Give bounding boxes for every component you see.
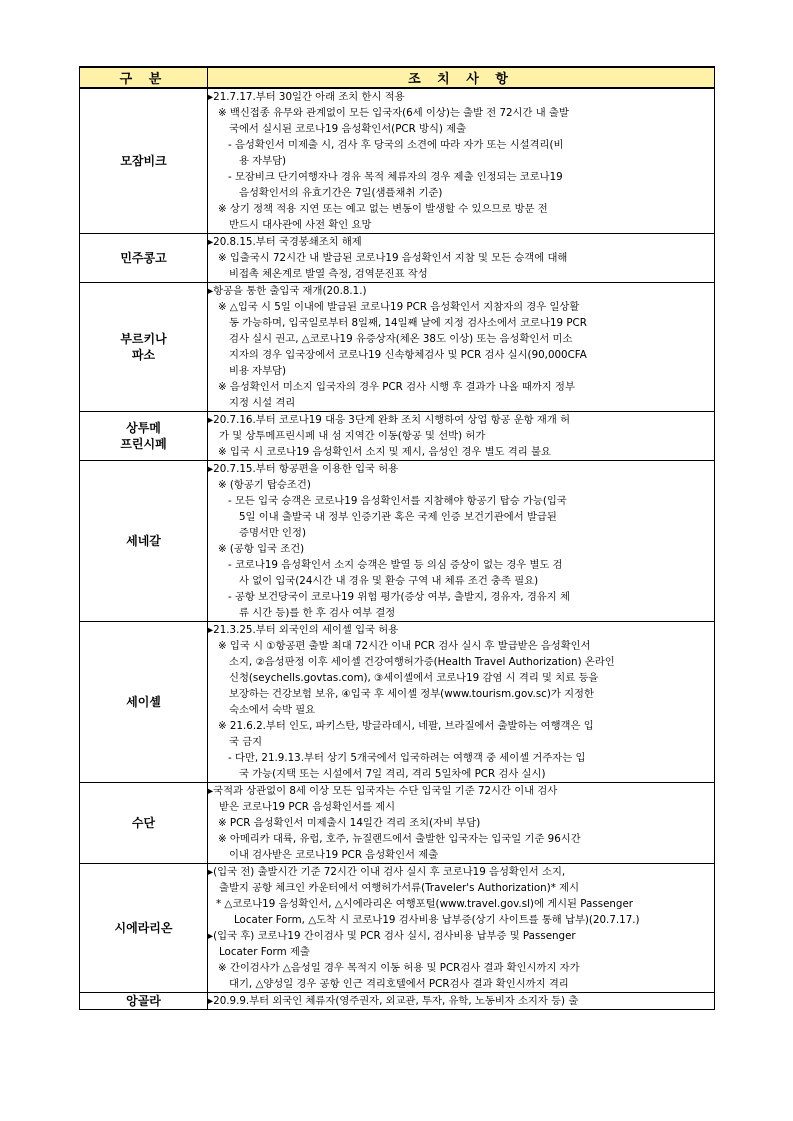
country-name: 세이셸 — [126, 695, 161, 709]
measure-line: - 음성확인서 미제출 시, 검사 후 당국의 소견에 따라 자가 또는 시설격리(비 — [228, 139, 564, 151]
measure-line: 지자의 경우 입국장에서 코로나19 신속항체검사 및 PCR 검사 실시(90,000CFA — [229, 349, 587, 361]
country-name: 파소 — [131, 348, 156, 362]
measure-line: ※ 상기 정책 적용 지연 또는 예고 없는 변동이 발생할 수 있으므로 방문 전 — [218, 203, 548, 215]
measure-line: ※ 입출국시 72시간 내 발급된 코로나19 음성확인서 지참 및 모든 승객에 대해 — [218, 252, 568, 264]
country-cell — [80, 864, 208, 993]
table-row — [80, 88, 715, 234]
country-cell — [80, 412, 208, 461]
measure-line: 비접촉 체온계로 발열 측정, 검역문진표 작성 — [229, 268, 428, 280]
measure-line: 소지, ②음성판정 이후 세이셸 건강여행허가증(Health Travel Authorization) 온라인 — [229, 656, 615, 668]
measure-line: ※ (공항 입국 조건) — [218, 543, 305, 555]
measure-line: 국에서 실시된 코로나19 음성확인서(PCR 방식) 제출 — [229, 123, 467, 135]
measure-line: 류 시간 등)를 한 후 검사 여부 결정 — [239, 607, 396, 619]
measure-line: - 공항 보건당국이 코로나19 위험 평가(증상 여부, 출발지, 경유자, 경유지 체 — [228, 591, 570, 603]
measure-line: 보장하는 건강보험 보유, ④입국 후 세이셸 정부(www.tourism.gov.sc)가 지정한 — [229, 688, 594, 700]
measure-line: ※ (항공기 탑승조건) — [218, 479, 311, 491]
measure-line: 반드시 대사관에 사전 확인 요망 — [229, 219, 372, 231]
measure-line: 음성확인서의 유효기간은 7일(샘플채취 기준) — [239, 187, 443, 199]
measure-line: 출발지 공항 체크인 카운터에서 여행허가서류(Traveler's Authorization)* 제시 — [219, 882, 580, 894]
measure-line: 국 금지 — [229, 736, 263, 748]
measure-line: 사 없이 입국(24시간 내 경유 및 환승 구역 내 체류 조건 충족 필요) — [239, 575, 539, 587]
country-cell — [80, 461, 208, 622]
header-measures: 조 치 사 항 — [208, 67, 715, 88]
measures-cell — [208, 864, 715, 993]
measure-line: ※ 음성확인서 미소지 입국자의 경우 PCR 검사 시행 후 결과가 나올 때까지 정부 — [218, 381, 575, 393]
country-cell — [80, 622, 208, 783]
measure-line: ▸20.7.15.부터 항공편을 이용한 입국 허용 — [208, 463, 399, 475]
measure-line: ▸20.9.9.부터 외국인 체류자(영주권자, 외교관, 투자, 유학, 노동비자 소지자 등) 출 — [208, 995, 579, 1007]
measure-line: 대기, △양성일 경우 공항 인근 격리호텔에서 PCR검사 결과 확인시까지 격리 — [229, 978, 569, 990]
country-name: 앙골라 — [126, 994, 161, 1008]
table-row — [80, 993, 715, 1010]
measure-line: 검사 실시 권고, △코로나19 유증상자(체온 38도 이상) 또는 음성확인서 미소 — [229, 333, 573, 345]
table-header-row — [80, 67, 715, 88]
table-row — [80, 864, 715, 993]
measure-line: ▸국적과 상관없이 8세 이상 모든 입국자는 수단 입국일 기준 72시간 이내 검사 — [208, 785, 558, 797]
country-cell — [80, 234, 208, 283]
measure-line: ※ 입국 시 ①항공편 출발 최대 72시간 이내 PCR 검사 실시 후 발급받은 음성확인서 — [218, 640, 591, 652]
measure-line: ▸20.8.15.부터 국경봉쇄조치 해제 — [208, 236, 362, 248]
measure-line: * △코로나19 음성확인서, △시에라리온 여행포털(www.travel.gov.sl)에 게시된 Passenger — [216, 898, 634, 910]
table-row — [80, 461, 715, 622]
measure-line: - 모잠비크 단기여행자나 경유 목적 체류자의 경우 제출 인정되는 코로나19 — [228, 171, 563, 183]
country-name: 상투메 — [126, 421, 161, 435]
country-name: 세네갈 — [126, 534, 161, 548]
measure-line: - 코로나19 음성확인서 소지 승객은 발열 등 의심 증상이 없는 경우 별도 검 — [228, 559, 563, 571]
measures-cell — [208, 993, 715, 1010]
measures-cell — [208, 783, 715, 864]
measure-line: 받은 코로나19 PCR 음성확인서를 제시 — [219, 801, 396, 813]
measure-line: ▸20.7.16.부터 코로나19 대응 3단계 완화 조치 시행하여 상업 항공 운항 재개 허 — [208, 414, 571, 426]
measure-line: 지정 시설 격리 — [229, 397, 296, 409]
measure-line: 가 및 상투메프린시페 내 섬 지역간 이동(항공 및 선박) 허가 — [219, 430, 486, 442]
header-category: 구 분 — [80, 67, 208, 88]
measure-line: ※ PCR 음성확인서 미제출시 14일간 격리 조치(자비 부담) — [218, 817, 481, 829]
table-row — [80, 783, 715, 864]
country-cell — [80, 993, 208, 1010]
country-cell — [80, 783, 208, 864]
country-name: 시에라리온 — [114, 921, 173, 935]
measure-line: ※ △입국 시 5일 이내에 발급된 코로나19 PCR 음성확인서 지참자의 경우 일상활 — [218, 301, 580, 313]
measure-line: ※ 간이검사가 △음성일 경우 목적지 이동 허용 및 PCR검사 결과 확인시까지 자가 — [218, 962, 580, 974]
table-row — [80, 412, 715, 461]
measure-line: ※ 입국 시 코로나19 음성확인서 소지 및 제시, 음성인 경우 별도 격리 불요 — [218, 446, 551, 458]
measure-line: - 다만, 21.9.13.부터 상기 5개국에서 입국하려는 여행객 중 세이셸 거주자는 입 — [228, 752, 586, 764]
measure-line: ▸(입국 전) 출발시간 기준 72시간 이내 검사 실시 후 코로나19 음성확인서 소지, — [208, 866, 566, 878]
measures-table — [79, 66, 715, 1010]
measure-line: 동 가능하며, 입국일로부터 8일째, 14일째 날에 지정 검사소에서 코로나19 PCR — [229, 317, 587, 329]
measure-line: Locater Form, △도착 시 코로나19 검사비용 납부증(상기 사이트를 통해 납부)(20.7.17.) — [234, 914, 640, 926]
measures-cell — [208, 88, 715, 234]
measure-line: Locater Form 제출 — [219, 946, 310, 958]
country-name: 모잠비크 — [120, 154, 167, 168]
country-cell — [80, 283, 208, 412]
measure-line: 용 자부담) — [239, 155, 287, 167]
measure-line: 신청(seychells.govtas.com), ③세이셸에서 코로나19 감염 시 격리 및 치료 등을 — [229, 672, 599, 684]
measures-cell — [208, 412, 715, 461]
table-row — [80, 234, 715, 283]
measure-line: 5일 이내 출발국 내 정부 인증기관 혹은 국제 인증 보건기관에서 발급된 — [239, 511, 557, 523]
table-row — [80, 283, 715, 412]
measure-line: ▸21.3.25.부터 외국인의 세이셸 입국 허용 — [208, 624, 399, 636]
measures-cell — [208, 461, 715, 622]
country-name: 부르키나 — [120, 332, 167, 346]
table-row — [80, 622, 715, 783]
measure-line: ※ 아메리카 대륙, 유럽, 호주, 뉴질랜드에서 출발한 입국자는 입국일 기준 96시간 — [218, 833, 581, 845]
country-cell — [80, 88, 208, 234]
measure-line: ▸21.7.17.부터 30일간 아래 조치 한시 적용 — [208, 91, 405, 103]
measure-line: ※ 21.6.2.부터 인도, 파키스탄, 방글라데시, 네팔, 브라질에서 출발하는 여행객은 입 — [218, 720, 594, 732]
measure-line: ※ 백신접종 유무와 관계없이 모든 입국자(6세 이상)는 출발 전 72시간 내 출발 — [218, 107, 569, 119]
measure-line: ▸항공을 통한 출입국 재개(20.8.1.) — [208, 285, 367, 297]
table-body — [80, 88, 715, 1010]
measures-cell — [208, 234, 715, 283]
measure-line: - 모든 입국 승객은 코로나19 음성확인서를 지참해야 항공기 탑승 가능(입국 — [228, 495, 567, 507]
measure-line: 증명서만 인정) — [239, 527, 306, 539]
country-name: 민주콩고 — [120, 251, 167, 265]
measure-line: 숙소에서 숙박 필요 — [229, 704, 316, 716]
measure-line: 국 가능(지택 또는 시설에서 7일 격리, 격리 5일차에 PCR 검사 실시) — [239, 768, 546, 780]
country-name: 프린시페 — [120, 437, 167, 451]
measures-cell — [208, 283, 715, 412]
country-name: 수단 — [131, 816, 156, 830]
measure-line: 이내 검사받은 코로나19 PCR 음성확인서 제출 — [229, 849, 439, 861]
measure-line: 비용 자부담) — [229, 365, 287, 377]
measures-cell — [208, 622, 715, 783]
measure-line: ▸(입국 후) 코로나19 간이검사 및 PCR 검사 실시, 검사비용 납부증 및 Passenger — [208, 930, 576, 942]
